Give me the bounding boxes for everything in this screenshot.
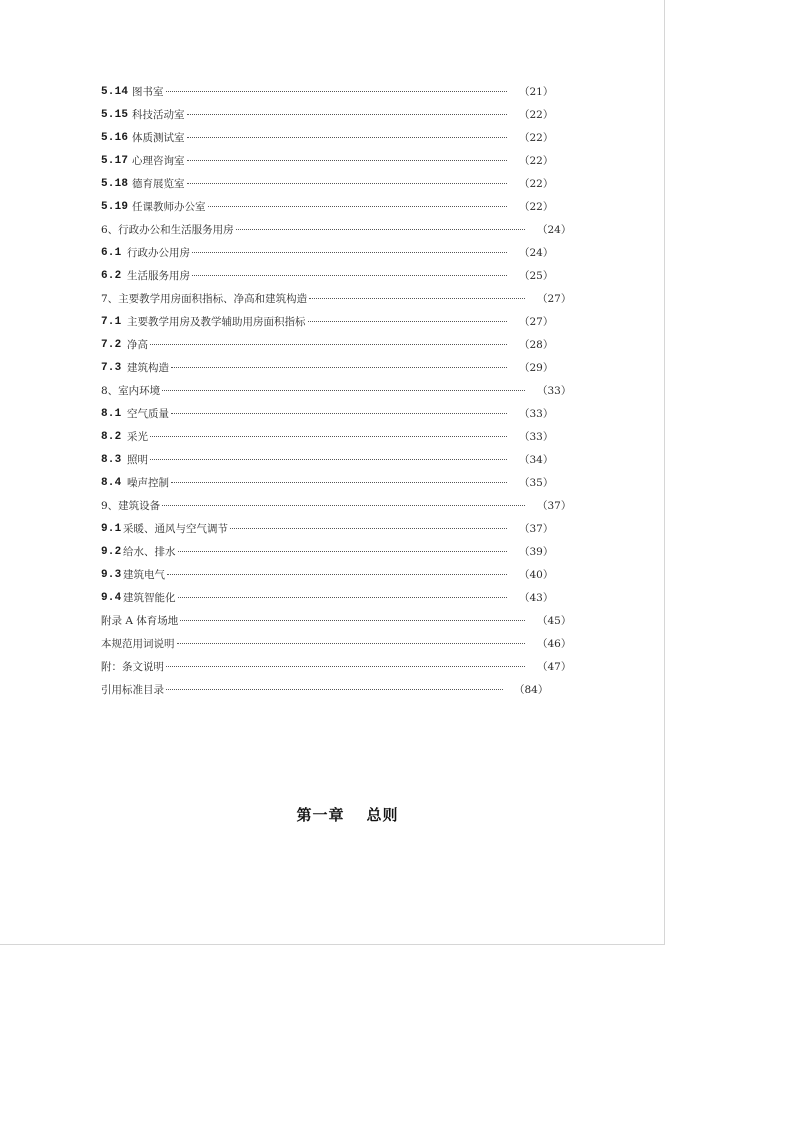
toc-entry-label: 采暖、通风与空气调节	[123, 523, 228, 535]
toc-entry-label: 任课教师办公室	[132, 201, 206, 213]
toc-entry-number: 5.19	[101, 200, 129, 213]
toc-leader-dots	[177, 643, 525, 644]
toc-entry-number: 8.2	[101, 430, 122, 443]
toc-entry-label: 行政办公用房	[127, 247, 190, 259]
toc-entry-label: 附：条文说明	[101, 661, 164, 673]
toc-leader-dots	[192, 252, 507, 253]
toc-entry-page: （21）	[519, 86, 554, 98]
toc-leader-dots	[309, 298, 525, 299]
toc-entry-page: （25）	[519, 270, 554, 282]
toc-entry	[101, 264, 554, 287]
toc-entry-page: （37）	[519, 523, 554, 535]
toc-entry-label: 净高	[127, 339, 148, 351]
toc-leader-dots	[150, 436, 507, 437]
toc-leader-dots	[208, 206, 507, 207]
toc-leader-dots	[187, 183, 507, 184]
toc-entry	[101, 103, 554, 126]
toc-entry-number: 6.1	[101, 246, 122, 259]
toc-entry-label: 建筑电气	[123, 569, 165, 581]
toc-leader-dots	[167, 574, 507, 575]
toc-entry-page: （29）	[519, 362, 554, 374]
toc-leader-dots	[230, 528, 507, 529]
toc-leader-dots	[187, 137, 507, 138]
toc-leader-dots	[166, 689, 503, 690]
toc-entry	[101, 586, 554, 609]
table-of-contents	[101, 80, 572, 701]
toc-entry-label: 生活服务用房	[127, 270, 190, 282]
toc-entry	[101, 655, 572, 678]
toc-entry-label: 给水、排水	[123, 546, 176, 558]
toc-entry-number: 8.3	[101, 453, 122, 466]
toc-entry	[101, 80, 554, 103]
toc-leader-dots	[192, 275, 507, 276]
toc-entry-number: 8.1	[101, 407, 122, 420]
toc-entry-number: 7.1	[101, 315, 122, 328]
toc-entry-label: 科技活动室	[132, 109, 185, 121]
toc-entry-number: 9.1	[101, 522, 122, 535]
toc-entry-label: 照明	[127, 454, 148, 466]
toc-entry-page: （43）	[519, 592, 554, 604]
toc-entry	[101, 149, 554, 172]
toc-leader-dots	[150, 459, 507, 460]
toc-entry-label: 附录 A 体育场地	[101, 615, 179, 627]
toc-leader-dots	[308, 321, 507, 322]
toc-entry-label: 图书室	[132, 86, 164, 98]
toc-entry-number: 5.17	[101, 154, 129, 167]
toc-entry-page: （40）	[519, 569, 554, 581]
toc-entry	[101, 195, 554, 218]
toc-entry	[101, 609, 572, 632]
toc-entry-label: 9、建筑设备	[101, 500, 161, 512]
toc-leader-dots	[162, 390, 525, 391]
toc-entry-page: （22）	[519, 109, 554, 121]
toc-entry-label: 噪声控制	[127, 477, 169, 489]
toc-entry	[101, 126, 554, 149]
toc-entry-page: （34）	[519, 454, 554, 466]
toc-entry	[101, 310, 554, 333]
toc-entry-page: （33）	[519, 408, 554, 420]
toc-leader-dots	[187, 160, 507, 161]
toc-entry-page: （37）	[537, 500, 572, 512]
toc-entry-number: 5.16	[101, 131, 129, 144]
toc-entry-number: 9.2	[101, 545, 122, 558]
toc-entry-number: 9.3	[101, 568, 122, 581]
toc-entry-label: 本规范用词说明	[101, 638, 175, 650]
toc-entry-label: 心理咨询室	[132, 155, 185, 167]
toc-entry	[101, 333, 554, 356]
toc-leader-dots	[166, 666, 525, 667]
toc-entry-page: （45）	[537, 615, 572, 627]
toc-entry-label: 体质测试室	[132, 132, 185, 144]
toc-entry-page: （46）	[537, 638, 572, 650]
toc-leader-dots	[162, 505, 525, 506]
toc-entry	[101, 425, 554, 448]
chapter-title: 总则	[366, 806, 399, 824]
toc-entry-label: 6、行政办公和生活服务用房	[101, 224, 234, 236]
toc-entry-number: 7.3	[101, 361, 122, 374]
toc-entry	[101, 241, 554, 264]
toc-entry-label: 8、室内环境	[101, 385, 161, 397]
toc-entry-page: （24）	[519, 247, 554, 259]
toc-entry-label: 主要教学用房及教学辅助用房面积指标	[127, 316, 306, 328]
toc-entry-label: 空气质量	[127, 408, 169, 420]
toc-entry	[101, 678, 549, 701]
toc-entry-page: （33）	[537, 385, 572, 397]
toc-entry-label: 7、主要教学用房面积指标、净高和建筑构造	[101, 293, 308, 305]
toc-entry	[101, 540, 554, 563]
toc-entry-page: （27）	[519, 316, 554, 328]
toc-entry-page: （24）	[537, 224, 572, 236]
toc-entry-label: 建筑构造	[127, 362, 169, 374]
toc-entry-page: （22）	[519, 155, 554, 167]
toc-entry-number: 5.18	[101, 177, 129, 190]
toc-entry-page: （22）	[519, 201, 554, 213]
toc-entry-page: （22）	[519, 178, 554, 190]
toc-entry-label: 德育展览室	[132, 178, 185, 190]
toc-entry	[101, 287, 572, 310]
toc-entry-number: 6.2	[101, 269, 122, 282]
toc-entry-page: （28）	[519, 339, 554, 351]
toc-entry	[101, 172, 554, 195]
toc-entry-page: （84）	[514, 684, 549, 696]
chapter-heading	[0, 804, 695, 825]
toc-entry-number: 5.14	[101, 85, 129, 98]
toc-leader-dots	[178, 597, 507, 598]
toc-entry-label: 引用标准目录	[101, 684, 164, 696]
toc-entry	[101, 494, 572, 517]
toc-entry-page: （47）	[537, 661, 572, 673]
toc-leader-dots	[180, 620, 525, 621]
toc-leader-dots	[187, 114, 507, 115]
toc-entry-page: （35）	[519, 477, 554, 489]
toc-entry	[101, 402, 554, 425]
toc-leader-dots	[171, 482, 507, 483]
toc-entry	[101, 632, 572, 655]
toc-entry-page: （22）	[519, 132, 554, 144]
toc-entry	[101, 448, 554, 471]
toc-entry-page: （27）	[537, 293, 572, 305]
toc-entry	[101, 517, 554, 540]
toc-entry-number: 9.4	[101, 591, 122, 604]
toc-leader-dots	[171, 413, 507, 414]
toc-entry-number: 7.2	[101, 338, 122, 351]
toc-leader-dots	[171, 367, 507, 368]
toc-entry-label: 采光	[127, 431, 148, 443]
toc-leader-dots	[150, 344, 507, 345]
toc-entry-page: （39）	[519, 546, 554, 558]
chapter-number: 第一章	[296, 806, 345, 824]
toc-entry	[101, 379, 572, 402]
toc-entry-number: 5.15	[101, 108, 129, 121]
toc-entry	[101, 356, 554, 379]
toc-entry	[101, 471, 554, 494]
toc-entry-number: 8.4	[101, 476, 122, 489]
toc-entry	[101, 218, 572, 241]
toc-leader-dots	[166, 91, 507, 92]
toc-entry-page: （33）	[519, 431, 554, 443]
toc-entry-label: 建筑智能化	[123, 592, 176, 604]
toc-entry	[101, 563, 554, 586]
toc-leader-dots	[236, 229, 525, 230]
toc-leader-dots	[178, 551, 507, 552]
